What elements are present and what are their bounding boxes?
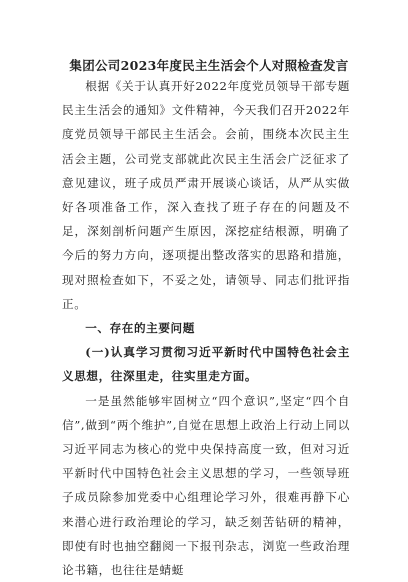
document-title: 集团公司2023年度民主生活会个人对照检查发言	[69, 58, 349, 73]
subsection-heading-study: (一)认真学习贯彻习近平新时代中国特色社会主义思想，往深里走，往实里走方面。	[62, 345, 350, 384]
subsection-paragraph-study: 一是虽然能够牢固树立“四个意识”,坚定“四个自信”,做到“两个维护”,自觉在思想上政治上行动上同以习近平同志为核心的党中央保持高度一致，但对习近平新时代中国特色社会主义思想的学习，一些领导班子成员除参加党委中心组理论学习外，很难再静下心来潜心进行政治理论的学习，缺乏刻苦钻研的精神，即使有时也抽空翻阅一下报刊杂志，浏览一些政治理论书籍，也往往是蜻蜓	[62, 393, 350, 578]
section-heading-main-problems: 一、存在的主要问题	[85, 321, 195, 336]
intro-paragraph: 根据《关于认真开好2022年度党员领导干部专题民主生活会的通知》文件精神，今天我们召开2022年度党员领导干部民主生活会。会前，围绕本次民主生活会主题，公司党支部就此次民主生活会广泛征求了意见建议，班子成员严肃开展谈心谈话，从严从实做好各项准备工作，深入查找了班子存在的问题及不足，深刻剖析问题产生原因，深挖症结根源，明确了今后的努力方向，逐项提出整改落实的思路和措施，现对照检查如下，不妥之处，请领导、同志们批评指正。	[62, 79, 350, 311]
